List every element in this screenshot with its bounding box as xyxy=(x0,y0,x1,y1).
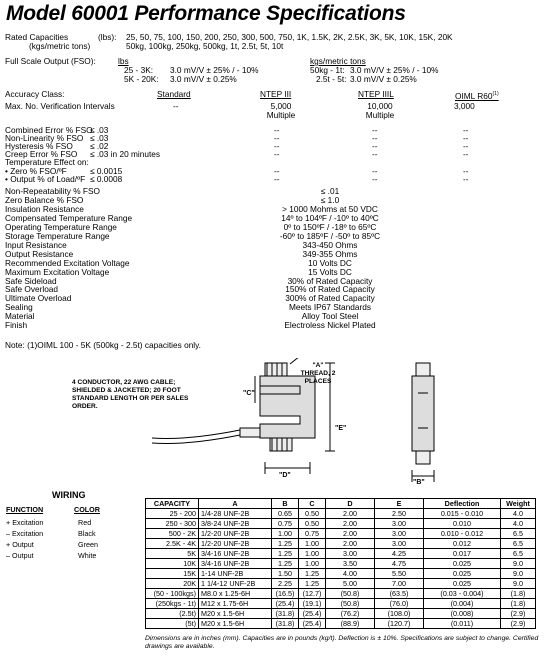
fso-label: Full Scale Output (FSO): xyxy=(5,56,96,66)
cable-note: 4 CONDUCTOR, 22 AWG CABLE; SHIELDED & JACKETED; 20 FOOT STANDARD LENGTH OR PER SALES ORDER. xyxy=(72,379,189,410)
max-oiml: 3,000 xyxy=(454,101,475,111)
fso-lbs-r1-val: 3.0 mV/V ± 25% / - 10% xyxy=(170,65,259,75)
table-cell: M20 x 1.5-6H xyxy=(199,609,272,619)
table-cell: (25.4) xyxy=(299,619,326,629)
table-cell: (76.2) xyxy=(326,609,375,619)
fso-lbs-r2-val: 3.0 mV/V ± 0.25% xyxy=(170,74,237,84)
spec-oiml: -- xyxy=(463,133,469,144)
general-label: Material xyxy=(5,311,35,322)
table-cell: M8.0 x 1.25-6H xyxy=(199,589,272,599)
wiring-col-color: COLOR xyxy=(74,505,100,514)
cap-header: CAPACITY xyxy=(146,499,199,509)
table-cell: (0.011) xyxy=(424,619,501,629)
table-cell: 2.50 xyxy=(375,509,424,519)
table-row xyxy=(146,569,536,579)
table-cell: 1.25 xyxy=(272,559,299,569)
table-row xyxy=(146,599,536,609)
table-cell: 1.00 xyxy=(299,559,326,569)
thread-note: "A" THREAD, 2 PLACES xyxy=(300,362,336,385)
table-cell: 5.50 xyxy=(375,569,424,579)
table-cell: (5t) xyxy=(146,619,199,629)
spec-ntep3l: -- xyxy=(372,149,378,160)
table-cell: (0.008) xyxy=(424,609,501,619)
table-cell: (1.8) xyxy=(501,589,536,599)
table-cell: (63.5) xyxy=(375,589,424,599)
table-cell: (2.9) xyxy=(501,619,536,629)
table-cell: 3.50 xyxy=(326,559,375,569)
table-cell: 1/4-28 UNF-2B xyxy=(199,509,272,519)
table-cell: (12.7) xyxy=(299,589,326,599)
general-label: Safe Overload xyxy=(5,284,59,295)
general-label: Recommended Excitation Voltage xyxy=(5,257,130,268)
table-cell: 2.00 xyxy=(326,539,375,549)
accuracy-label: Accuracy Class: xyxy=(5,89,65,99)
table-row xyxy=(146,579,536,589)
wiring-function: – Excitation xyxy=(6,529,44,538)
fso-kg-r1-val: 3.0 mV/V ± 25% / - 10% xyxy=(350,65,439,75)
cap-header: C xyxy=(299,499,326,509)
spec-standard: ≤ 0.0015 xyxy=(90,165,123,176)
capacity-table xyxy=(145,498,536,629)
table-cell: 0.50 xyxy=(299,509,326,519)
table-cell: (108.0) xyxy=(375,609,424,619)
general-label: Finish xyxy=(5,320,28,331)
spec-ntep3: -- xyxy=(274,133,280,144)
general-value: 150% of Rated Capacity xyxy=(285,284,375,295)
spec-standard: ≤ .02 xyxy=(90,141,109,152)
max-ntep3l-sub: Multiple xyxy=(365,110,395,120)
general-label: Non-Repeatability % FSO xyxy=(5,186,100,196)
table-cell: 1.00 xyxy=(299,549,326,559)
general-label: Output Resistance xyxy=(5,248,74,259)
table-cell: 3.00 xyxy=(375,539,424,549)
general-label: Ultimate Overload xyxy=(5,293,72,304)
spec-ntep3: -- xyxy=(274,149,280,160)
table-cell: 4.0 xyxy=(501,519,536,529)
general-label: Sealing xyxy=(5,302,33,313)
wiring-color: White xyxy=(78,551,97,560)
table-row xyxy=(146,539,536,549)
general-label: Storage Temperature Range xyxy=(5,230,110,241)
dim-c: "C" xyxy=(243,390,255,397)
wiring-color: Green xyxy=(78,540,98,549)
wiring-color: Black xyxy=(78,529,96,538)
table-row xyxy=(146,529,536,539)
general-value: 10 Volts DC xyxy=(308,257,352,268)
spec-standard: ≤ 0.0008 xyxy=(90,173,123,184)
table-cell: (120.7) xyxy=(375,619,424,629)
table-cell: 4.25 xyxy=(375,549,424,559)
cap-header: Weight xyxy=(501,499,536,509)
max-std: -- xyxy=(173,101,179,111)
table-cell: 250 - 300 xyxy=(146,519,199,529)
table-cell: 4.0 xyxy=(501,509,536,519)
table-row xyxy=(146,609,536,619)
spec-oiml: -- xyxy=(463,141,469,152)
spec-label: Creep Error % FSO xyxy=(5,149,78,160)
general-value: Electroless Nickel Plated xyxy=(284,320,376,331)
general-value: 0º to 150ºF / -18º to 65ºC xyxy=(283,221,377,232)
spec-standard: ≤ .03 in 20 minutes xyxy=(90,149,161,160)
table-cell: M12 x 1.75-6H xyxy=(199,599,272,609)
spec-oiml: -- xyxy=(463,165,469,176)
table-row xyxy=(146,519,536,529)
general-label: Safe Sideload xyxy=(5,275,57,286)
table-row xyxy=(146,559,536,569)
table-cell: 2.00 xyxy=(326,529,375,539)
cap-header: E xyxy=(375,499,424,509)
table-cell: 0.75 xyxy=(299,529,326,539)
table-cell: 0.012 xyxy=(424,539,501,549)
table-cell: 1/2-20 UNF-2B xyxy=(199,539,272,549)
table-cell: 0.75 xyxy=(272,519,299,529)
wiring-function: + Output xyxy=(6,540,34,549)
table-cell: 0.025 xyxy=(424,579,501,589)
table-cell: 7.00 xyxy=(375,579,424,589)
table-cell: (76.0) xyxy=(375,599,424,609)
table-cell: (50 - 100kgs) xyxy=(146,589,199,599)
table-cell: 1.00 xyxy=(299,539,326,549)
wiring-color: Red xyxy=(78,518,92,527)
fso-kg-r2-val: 3.0 mV/V ± 0.25% xyxy=(350,74,417,84)
spec-ntep3: -- xyxy=(274,165,280,176)
table-row xyxy=(146,549,536,559)
table-cell: 0.010 - 0.012 xyxy=(424,529,501,539)
wiring-title: WIRING xyxy=(52,490,86,500)
table-cell: 1.25 xyxy=(272,549,299,559)
table-cell: 1.25 xyxy=(299,569,326,579)
table-cell: 3.00 xyxy=(375,529,424,539)
wiring-function: – Output xyxy=(6,551,34,560)
table-cell: 2.5K - 4K xyxy=(146,539,199,549)
fso-kg-head: kgs/metric tons xyxy=(310,56,366,66)
max-ntep3l: 10,000 xyxy=(367,101,393,111)
table-cell: 0.017 xyxy=(424,549,501,559)
spec-label: Temperature Effect on: xyxy=(5,157,89,168)
rated-kg-unit: (kgs/metric tons) xyxy=(29,41,91,51)
rated-lbs-values: 25, 50, 75, 100, 150, 200, 250, 300, 500, 750, 1K, 1.5K, 2K, 2.5K, 3K, 5K, 10K, 15K, 20K xyxy=(126,32,453,42)
spec-oiml: -- xyxy=(463,125,469,135)
table-cell: 3/8-24 UNF-2B xyxy=(199,519,272,529)
table-cell: 3/4-16 UNF-2B xyxy=(199,559,272,569)
rated-kg-values: 50kg, 100kg, 250kg, 500kg, 1t, 2.5t, 5t, 10t xyxy=(126,41,284,51)
table-cell: (31.8) xyxy=(272,619,299,629)
table-cell: (31.8) xyxy=(272,609,299,619)
table-row xyxy=(146,619,536,629)
spec-ntep3l: -- xyxy=(372,165,378,176)
general-value: ≤ 1.0 xyxy=(320,194,340,205)
max-ntep3-sub: Multiple xyxy=(266,110,296,120)
table-cell: 2.00 xyxy=(326,519,375,529)
general-label: Maximum Excitation Voltage xyxy=(5,266,110,277)
dim-b: "B" xyxy=(413,479,425,486)
wiring-function: + Excitation xyxy=(6,518,44,527)
table-cell: (19.1) xyxy=(299,599,326,609)
rated-lbs-unit: (lbs): xyxy=(98,32,117,42)
table-cell: 4.75 xyxy=(375,559,424,569)
general-value: 349-355 Ohms xyxy=(302,248,358,259)
table-cell: (50.8) xyxy=(326,599,375,609)
fso-lbs-r1-range: 25 - 3K: xyxy=(124,65,154,75)
table-cell: (25.4) xyxy=(272,599,299,609)
footnote: Dimensions are in inches (mm). Capacities are in pounds (kg/t). Deflection is ± 10%. Specifications are subject to change. Certified drawings are available. xyxy=(145,635,539,650)
table-cell: 1.00 xyxy=(272,529,299,539)
table-cell: 9.0 xyxy=(501,569,536,579)
col-ntep3: NTEP III xyxy=(260,89,292,99)
spec-standard: ≤ .03 xyxy=(90,133,109,144)
note: Note: (1)OIML 100 - 5K (500kg - 2.5t) capacities only. xyxy=(5,340,201,350)
spec-ntep3: -- xyxy=(274,141,280,152)
general-value: 343-450 Ohms xyxy=(302,239,358,250)
table-cell: 1 1/4-12 UNF-2B xyxy=(199,579,272,589)
table-cell: 1/2-20 UNF-2B xyxy=(199,529,272,539)
general-value: 300% of Rated Capacity xyxy=(285,293,375,304)
general-value: Meets IP67 Standards xyxy=(288,302,372,313)
table-cell: (16.5) xyxy=(272,589,299,599)
table-cell: 4.00 xyxy=(326,569,375,579)
max-ntep3: 5,000 xyxy=(270,101,292,111)
spec-label: Hysteresis % FSO xyxy=(5,141,73,152)
table-cell: 1.25 xyxy=(272,539,299,549)
spec-label: Combined Error % FSO xyxy=(5,125,93,135)
table-row xyxy=(146,509,536,519)
table-cell: (250kgs - 1t) xyxy=(146,599,199,609)
table-cell: 9.0 xyxy=(501,559,536,569)
table-cell: 5.00 xyxy=(326,579,375,589)
table-cell: (0.004) xyxy=(424,599,501,609)
table-row xyxy=(146,589,536,599)
table-cell: 5K xyxy=(146,549,199,559)
spec-standard: ≤ .03 xyxy=(90,125,109,135)
spec-label: • Output % of Load/ºF xyxy=(5,173,86,184)
cap-header: A xyxy=(199,499,272,509)
general-label: Operating Temperature Range xyxy=(5,221,117,232)
table-cell: 15K xyxy=(146,569,199,579)
col-standard: Standard xyxy=(157,89,191,99)
spec-ntep3l: -- xyxy=(372,141,378,152)
table-cell: 0.010 xyxy=(424,519,501,529)
cap-header: B xyxy=(272,499,299,509)
general-value: > 1000 Mohms at 50 VDC xyxy=(282,203,378,214)
cap-header: Deflection xyxy=(424,499,501,509)
table-cell: 1.25 xyxy=(299,579,326,589)
table-cell: 0.50 xyxy=(299,519,326,529)
spec-ntep3l: -- xyxy=(372,173,378,184)
general-value: Alloy Tool Steel xyxy=(301,311,359,322)
spec-label: • Zero % FSO/ºF xyxy=(5,165,67,176)
spec-oiml: -- xyxy=(463,173,469,184)
page-title: Model 60001 Performance Specifications xyxy=(6,2,406,25)
table-cell: 10K xyxy=(146,559,199,569)
general-label: Insulation Resistance xyxy=(5,203,84,214)
table-cell: 0.025 xyxy=(424,559,501,569)
table-cell: (88.9) xyxy=(326,619,375,629)
table-cell: 6.5 xyxy=(501,539,536,549)
table-cell: 2.00 xyxy=(326,509,375,519)
general-label: Input Resistance xyxy=(5,239,67,250)
dim-d: "D" xyxy=(279,472,291,479)
table-cell: 1-14 UNF-2B xyxy=(199,569,272,579)
spec-ntep3l: -- xyxy=(372,133,378,144)
table-cell: (2.9) xyxy=(501,609,536,619)
rated-label: Rated Capacities xyxy=(5,32,69,42)
table-cell: (50.8) xyxy=(326,589,375,599)
table-cell: (1.8) xyxy=(501,599,536,609)
fso-lbs-head: lbs xyxy=(118,56,129,66)
table-cell: 6.5 xyxy=(501,549,536,559)
spec-ntep3: -- xyxy=(274,125,280,135)
table-cell: 1.50 xyxy=(272,569,299,579)
general-value: -60º to 185ºF / -50º to 85ºC xyxy=(279,230,381,241)
table-cell: 6.5 xyxy=(501,529,536,539)
table-cell: (2.5t) xyxy=(146,609,199,619)
spec-label: Non-Linearity % FSO xyxy=(5,133,84,144)
table-cell: (25.4) xyxy=(299,609,326,619)
general-label: Compensated Temperature Range xyxy=(5,212,133,223)
table-cell: 0.65 xyxy=(272,509,299,519)
table-cell: 0.025 xyxy=(424,569,501,579)
fso-kg-r1-range: 50kg - 1t: xyxy=(310,65,345,75)
table-cell: 20K xyxy=(146,579,199,589)
table-cell: 2.25 xyxy=(272,579,299,589)
table-cell: 3/4-16 UNF-2B xyxy=(199,549,272,559)
table-cell: 0.015 - 0.010 xyxy=(424,509,501,519)
table-cell: (0.03 - 0.004) xyxy=(424,589,501,599)
col-oiml: OIML R60$^{(1)}$ xyxy=(455,90,499,101)
table-cell: 9.0 xyxy=(501,579,536,589)
fso-kg-r2-range: 2.5t - 5t: xyxy=(316,74,347,84)
general-value: ≤ .01 xyxy=(320,186,340,196)
spec-oiml: -- xyxy=(463,149,469,160)
table-cell: 3.00 xyxy=(326,549,375,559)
general-label: Zero Balance % FSO xyxy=(5,194,84,205)
spec-ntep3l: -- xyxy=(372,125,378,135)
table-cell: 3.00 xyxy=(375,519,424,529)
cap-header: D xyxy=(326,499,375,509)
table-cell: 25 - 200 xyxy=(146,509,199,519)
table-cell: 500 - 2K xyxy=(146,529,199,539)
dim-e: "E" xyxy=(335,425,347,432)
max-intervals-label: Max. No. Verification Intervals xyxy=(5,101,115,111)
general-value: 14º to 104ºF / -10º to 40ºC xyxy=(281,212,379,223)
spec-ntep3: -- xyxy=(274,173,280,184)
fso-lbs-r2-range: 5K - 20K: xyxy=(124,74,159,84)
col-ntep3l: NTEP IIIL xyxy=(358,89,394,99)
general-value: 15 Volts DC xyxy=(308,266,352,277)
table-cell: M20 x 1.5-6H xyxy=(199,619,272,629)
general-value: 30% of Rated Capacity xyxy=(287,275,373,286)
wiring-col-function: FUNCTION xyxy=(6,505,44,514)
